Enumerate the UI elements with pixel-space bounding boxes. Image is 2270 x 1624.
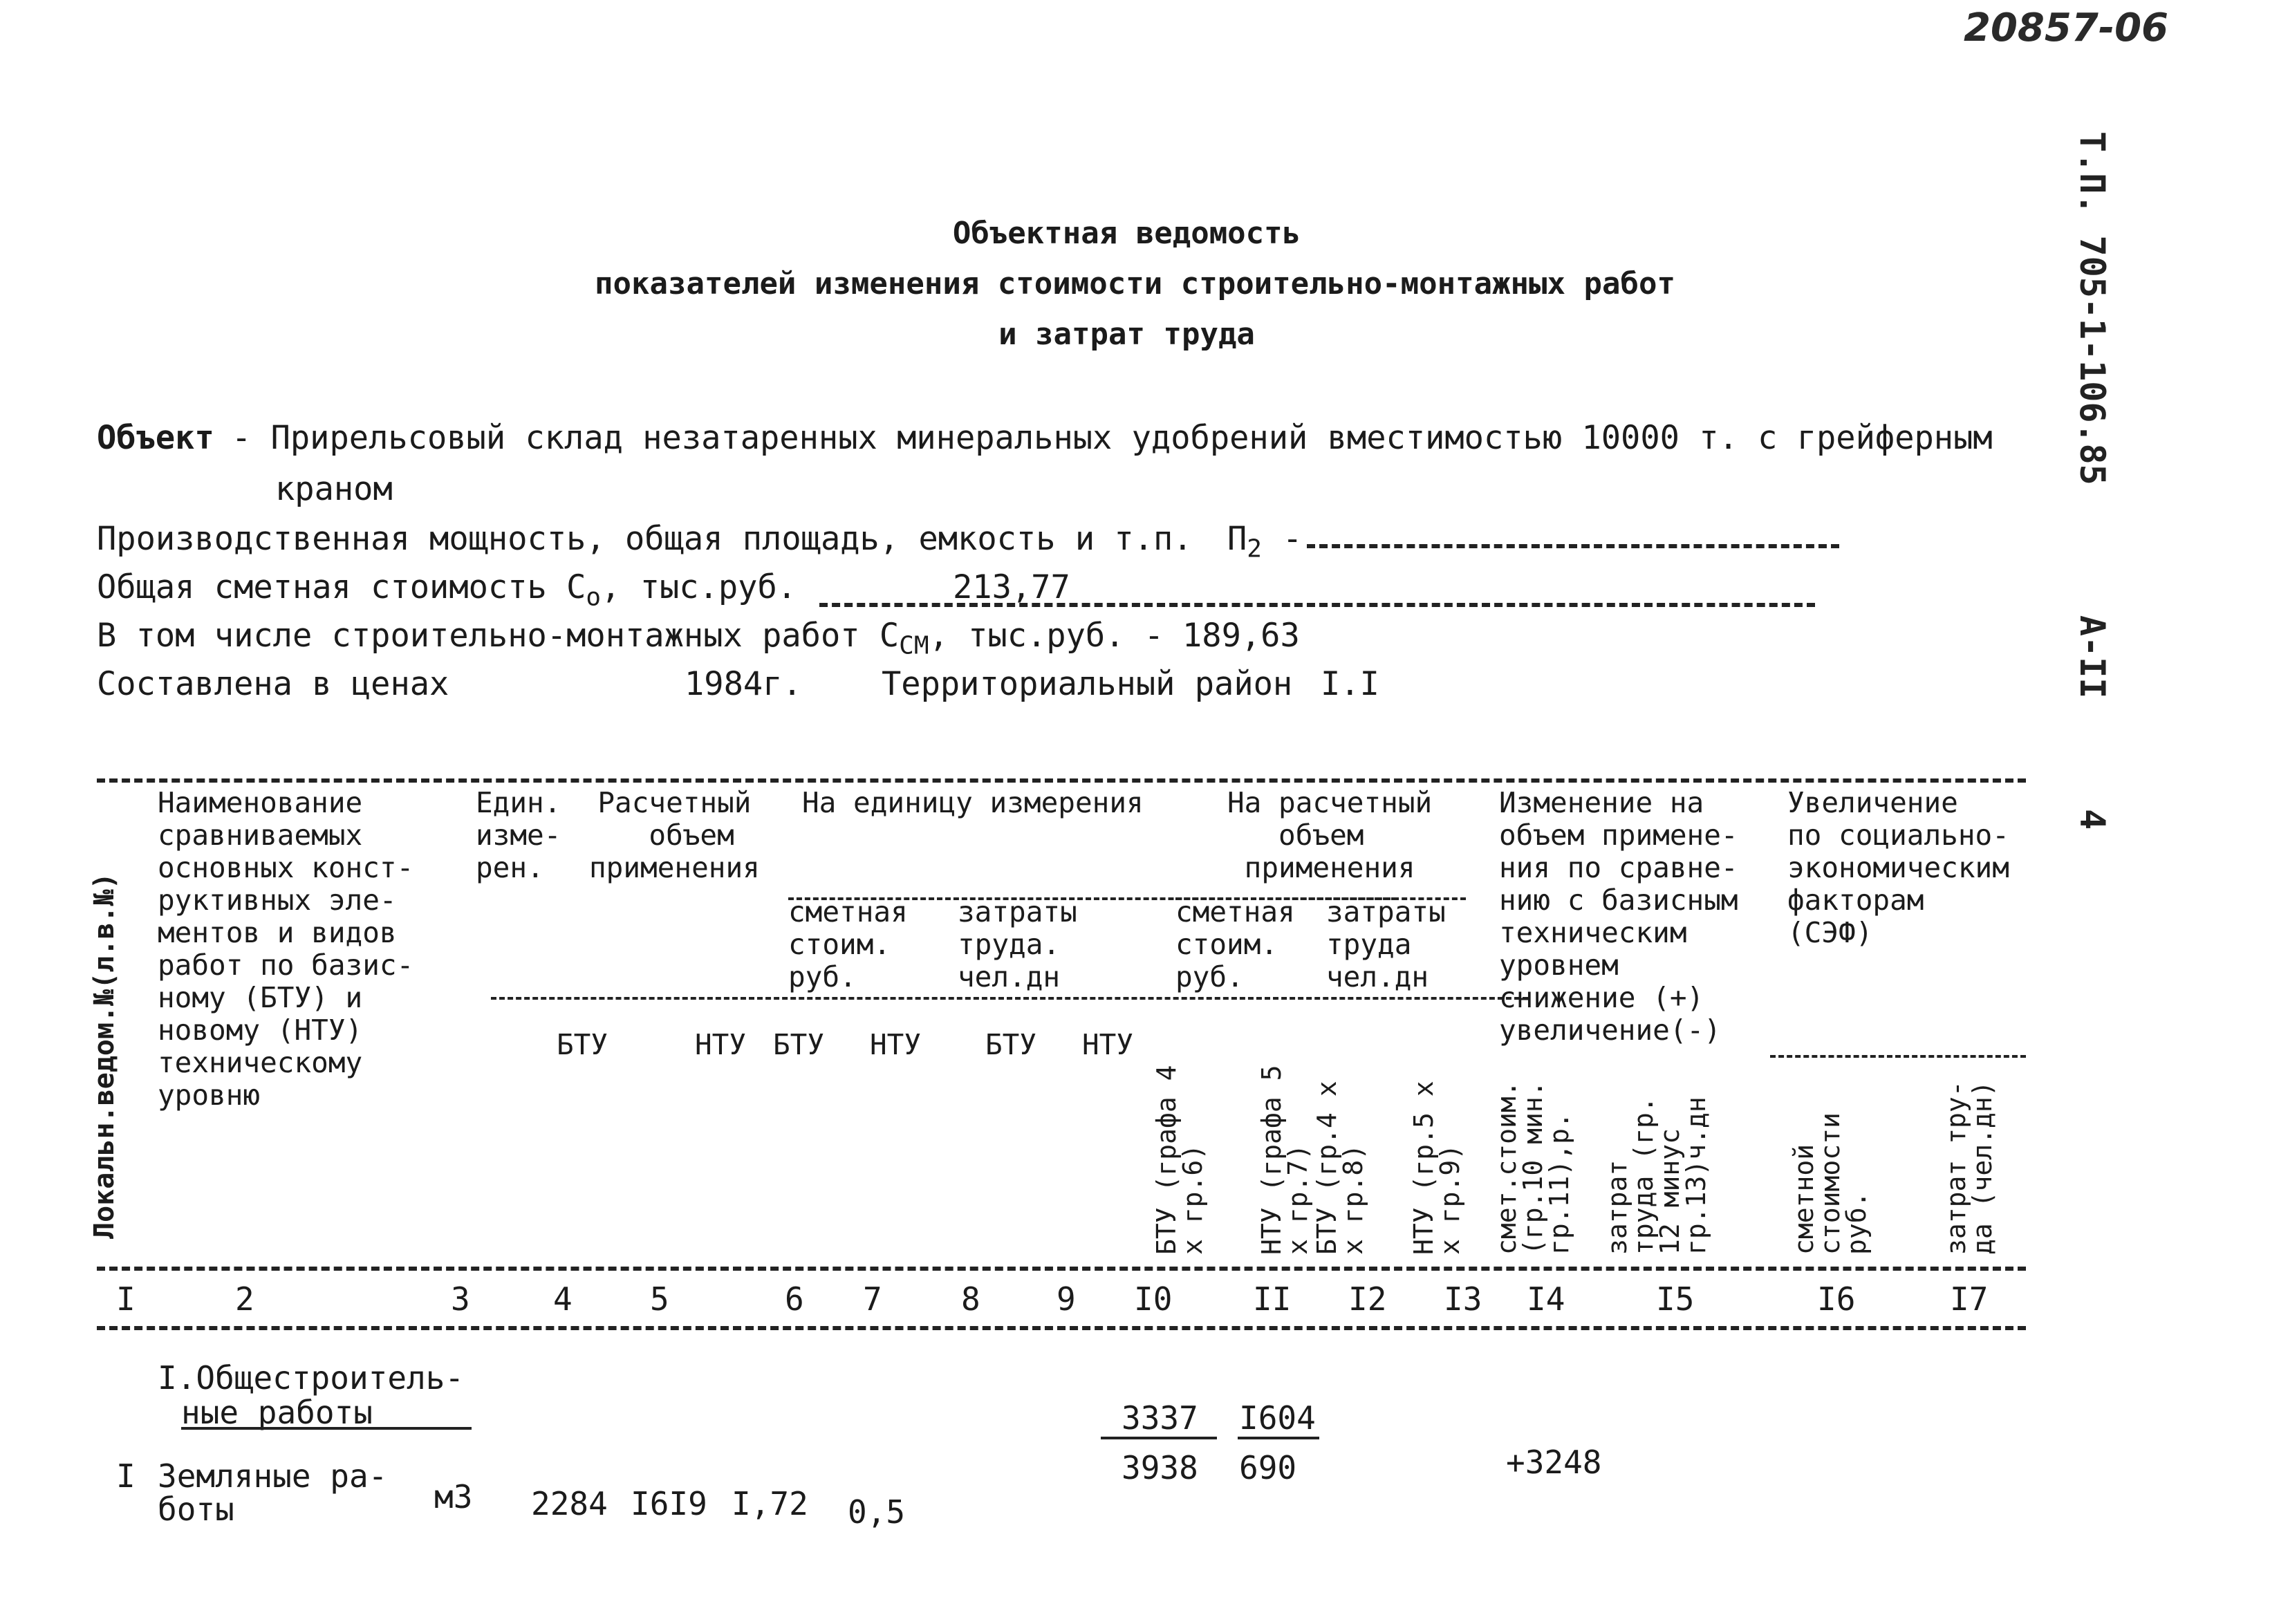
row-volume-ntu: I6I9 [631, 1485, 707, 1522]
header-per-unit: На единицу измерения [802, 786, 1144, 819]
col-number-1: I [116, 1280, 136, 1318]
col-number-3: 3 [451, 1280, 470, 1318]
header-col12: БТУ (гр.4 х х гр.8) [1312, 1081, 1368, 1255]
column-numbers-rule [97, 1326, 2026, 1330]
section-title-line-2: ные работы [181, 1394, 373, 1431]
project-stamp: Т.П. 705-1-106.85 [2072, 131, 2112, 485]
header-unit: Един. изме- рен. [476, 786, 561, 884]
section-title-line-1: I.Общестроитель- [158, 1359, 465, 1397]
col-number-14: I4 [1527, 1280, 1565, 1318]
header-col14: смет.стоим. (гр.10 мин. гр.11),р. [1491, 1081, 1574, 1255]
header-unit-labor: затраты труда. чел.дн [958, 895, 1077, 993]
section-title-underline [181, 1427, 472, 1430]
header-bottom-rule [97, 1267, 2026, 1271]
document-number: 20857-06 [1964, 6, 2168, 50]
title-line-3: и затрат труда [998, 317, 1255, 352]
row-cost-change: +3248 [1506, 1444, 1602, 1481]
header-col10: БТУ (графа 4 х гр.6) [1151, 1065, 1208, 1255]
row-unit-cost-btu: I,72 [732, 1485, 808, 1522]
prices-year: 1984г. [685, 665, 802, 703]
header-calc-volume: Расчетный объем применения [589, 786, 760, 884]
header-col15: затрат труда (гр. 12 минус гр.13)ч.дн [1602, 1096, 1711, 1255]
row-volume-btu: 2284 [531, 1485, 608, 1522]
region-label: Территориальный район [882, 665, 1293, 703]
album-stamp: А-II [2072, 615, 2112, 699]
sef-subheader-rule [1770, 1055, 2026, 1058]
btu-ntu-rule [491, 997, 1528, 1000]
col-number-7: 7 [863, 1280, 882, 1318]
header-cost-ntu: НТУ [870, 1028, 922, 1061]
col-number-4: 4 [553, 1280, 573, 1318]
section-total-col10: 3337 [1122, 1399, 1198, 1437]
col-number-6: 6 [785, 1280, 804, 1318]
col-number-11: II [1253, 1280, 1292, 1318]
col-number-17: I7 [1950, 1280, 1989, 1318]
smr-value: 189,63 [1182, 617, 1300, 655]
header-labor-btu: БТУ [985, 1028, 1037, 1061]
prices-label: Составлена в ценах [97, 665, 449, 703]
header-col13: НТУ (гр.5 х х гр.9) [1408, 1081, 1465, 1255]
header-volume-btu: БТУ [557, 1028, 608, 1061]
header-col11: НТУ (графа 5 х гр.7) [1256, 1065, 1313, 1255]
row-unit-cost-ntu: 0,5 [848, 1493, 906, 1531]
header-labor-ntu: НТУ [1082, 1028, 1134, 1061]
object-label: Объект [97, 419, 214, 457]
smr-label: В том числе строительно-монтажных работ $С_{СМ}$, тыс.руб. - [97, 617, 1164, 660]
row-unit: м3 [434, 1478, 473, 1515]
page-number: 4 [2072, 809, 2112, 830]
header-sef: Увеличение по социально- экономическим факторам (СЭФ) [1787, 786, 2009, 949]
row-name-line-1: Земляные ра- [158, 1457, 388, 1495]
col-number-13: I3 [1444, 1280, 1482, 1318]
header-col16: сметной стоимости руб. [1789, 1112, 1872, 1255]
col-number-9: 9 [1057, 1280, 1076, 1318]
col-number-12: I2 [1348, 1280, 1387, 1318]
col-number-16: I6 [1817, 1280, 1856, 1318]
table-top-rule [97, 778, 2026, 783]
row-total-cost-btu: 3938 [1122, 1449, 1198, 1486]
section-total-col11-underline [1238, 1437, 1319, 1439]
col-number-8: 8 [961, 1280, 980, 1318]
object-text: - Прирельсовый склад незатаренных минеральных удобрений вместимостью 10000 т. с грейферным [232, 419, 1993, 457]
total-cost-label: Общая сметная стоимость $С_о$, тыс.руб. [97, 568, 797, 612]
capacity-underline [1307, 544, 1839, 548]
header-cost-btu: БТУ [773, 1028, 825, 1061]
total-cost-underline [819, 603, 1815, 607]
capacity-value: - [1283, 520, 1303, 558]
header-total-cost: сметная стоим. руб. [1175, 895, 1295, 993]
row-total-cost-ntu: 690 [1239, 1449, 1297, 1486]
section-total-col11: I604 [1239, 1399, 1316, 1437]
col-number-15: I5 [1656, 1280, 1695, 1318]
region-value: I.I [1321, 665, 1379, 703]
header-local-estimate-number: Локальн.ведом.№(л.в.№) [89, 872, 120, 1239]
section-total-col10-underline [1101, 1437, 1217, 1439]
header-unit-cost: сметная стоим. руб. [788, 895, 908, 993]
title-line-2: показателей изменения стоимости строительно-монтажных работ [595, 266, 1675, 301]
capacity-label: Производственная мощность, общая площадь, емкость и т.п. [97, 520, 1193, 558]
header-volume-ntu: НТУ [695, 1028, 747, 1061]
header-col17: затрат тру- да (чел.дн) [1941, 1081, 1998, 1255]
header-per-volume: На расчетный объем применения [1227, 786, 1433, 884]
capacity-symbol: $П_2$ [1227, 520, 1262, 563]
header-total-labor: затраты труда чел.дн [1326, 895, 1446, 993]
col-number-10: I0 [1134, 1280, 1173, 1318]
header-change: Изменение на объем примене- ния по сравне- нию с базисным техническим уровнем снижение (+) увеличение(-) [1499, 786, 1738, 1047]
header-element-name: Наименование сравниваемых основных конст- руктивных эле- ментов и видов работ по базис- ному (БТУ) и новому (НТУ) техническому уровню [158, 786, 414, 1112]
object-text-continued: краном [275, 470, 393, 508]
col-number-5: 5 [650, 1280, 669, 1318]
col-number-2: 2 [235, 1280, 254, 1318]
title-line-1: Объектная ведомость [952, 216, 1301, 251]
total-cost-value: 213,77 [953, 568, 1070, 606]
row-name-line-2: боты [158, 1491, 234, 1528]
row-number: I [116, 1457, 136, 1495]
